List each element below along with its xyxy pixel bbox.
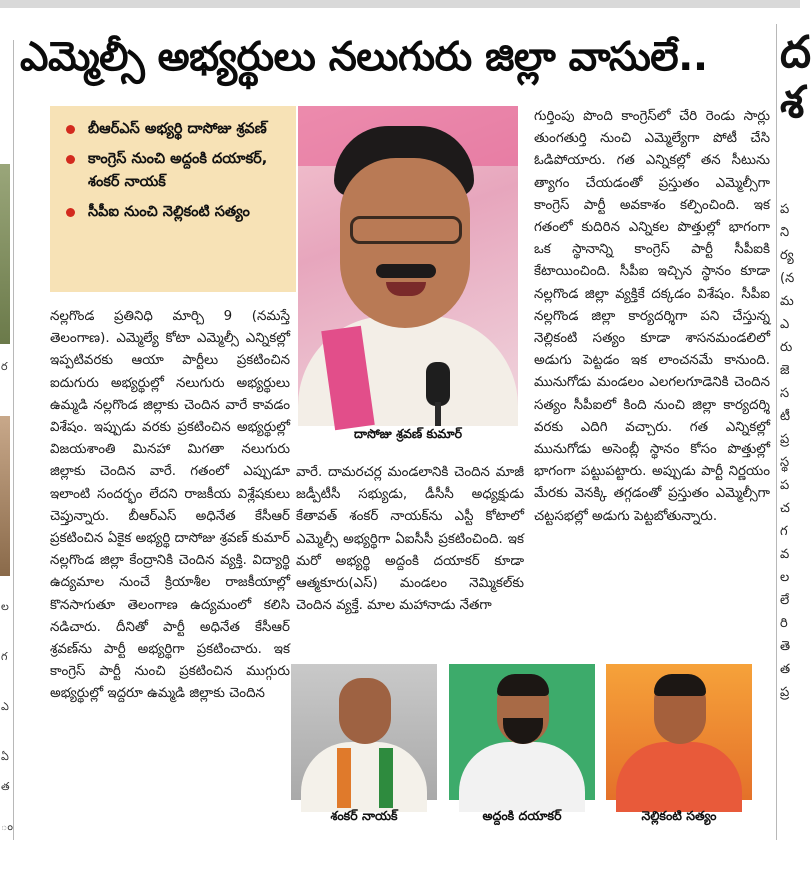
left-neighbour-strip — [0, 60, 12, 840]
highlight-text: బీఆర్ఎస్ అభ్యర్థి దాసోజు శ్రవణ్ — [88, 121, 267, 137]
nellikanti-satyam-caption: నెల్లికంటి సత్యం — [641, 808, 717, 823]
left-edge-char: ఏ — [1, 750, 9, 763]
addanki-dayakar-caption: అద్దంకి దయాకర్ — [482, 808, 562, 823]
article-column-2 — [296, 462, 524, 658]
right-edge-text: ప ని ర్య (న మ ఎ రు జె స టీ ప్ర స్థ ప చ గ వ ల లే రి తె త ప్ర — [780, 202, 795, 700]
left-edge-char: ర — [1, 360, 8, 373]
right-edge-headline-char: ద — [780, 27, 811, 78]
article-text: నల్లగొండ ప్రతినిధి మార్చి 9 (నమస్తే తెలంగాణ). ఎమ్మెల్యే కోటా ఎమ్మెల్సీ ఎన్నికల్లో ఇప్పటివరకు ఆయా పార్టీలు ప్రకటించిన ఐదుగురు అభ్యర్థుల్లో నలుగురు అభ్యర్థులు ఉమ్మడి నల్లగొండ జిల్లాకు చెందిన వారే కావడం విశేషం. ఇప్పుడు వరకు ప్రకటించిన అభ్యర్థుల్లో విజయశాంతి మినహా మిగతా నలుగురు జిల్లాకు చెందిన వారే. గతంలో ఎప్పుడూ ఇలాంటి సందర్భం లేదని రాజకీయ విశ్లేషకులు చెప్తున్నారు. బీఆర్ఎస్ అధినేత కేసీఆర్ ప్రకటించిన ఏకైక అభ్యర్థి దాసోజు శ్రవణ్ కుమార్ నల్లగొండ జిల్లా కేంద్రానికి చెందిన వ్యక్తి. విద్యార్థి ఉద్యమాల నుంచే క్రియాశీల రాజకీయాల్లో కొనసాగుతూ తెలంగాణ ఉద్యమంలో కలిసి నడిచారు. దీనితో పార్టీ అధినేత కేసీఆర్ శ్రవణ్‌ను పార్టీ అభ్యర్థిగా ప్రకటించారు. ఇక కాంగ్రెస్ పార్టీ నుంచి ప్రకటించిన ముగ్గురు అభ్యర్థుల్లో ఇద్దరూ ఉమ్మడి జిల్లాకు చెందిన — [50, 309, 290, 702]
main-portrait-photo — [298, 106, 518, 422]
right-edge-headline-char: శ — [780, 77, 805, 128]
nellikanti-satyam-photo — [606, 664, 752, 800]
addanki-dayakar-photo — [449, 664, 595, 800]
highlight-item — [64, 201, 288, 224]
highlights-box — [50, 106, 296, 292]
article-column-3 — [534, 106, 770, 646]
left-edge-char: ం — [1, 820, 13, 833]
left-edge-photo — [0, 164, 10, 344]
right-neighbour-strip — [780, 27, 811, 828]
left-edge-char: గ — [1, 650, 8, 663]
article-text: వారే. దామరచర్ల మండలానికి చెందిన మాజీ జడ్పీటీసీ సభ్యుడు, డీసీసీ అధ్యక్షుడు కేతావత్ శంకర్ నాయక్‌ను ఎస్టీ కోటాలో ఎమ్మెల్సీ అభ్యర్థిగా ఏఐసీసీ ప్రకటించింది. ఇక మరో అభ్యర్థి అద్దంకి దయాకర్ కూడా ఆత్మకూరు(ఎస్) మండలం నెమ్మికల్‌కు చెందిన వ్యక్తే. మాల మహానాడు నేతగా — [296, 465, 524, 614]
main-photo-caption: దాసోజు శ్రవణ్ కుమార్ — [353, 426, 463, 441]
highlight-text: సీపీఐ నుంచి నెల్లికంటి సత్యం — [88, 204, 250, 220]
left-edge-photo-2 — [0, 416, 10, 576]
article-text: గుర్తింపు పొంది కాంగ్రెస్‌లో చేరి రెండు సార్లు తుంగతుర్తి నుంచి ఎమ్మెల్యేగా పోటీ చేసి ఓడిపోయారు. గత ఎన్నికల్లో తన సీటును త్యాగం చేయడంతో ప్రస్తుతం ఎమ్మెల్సీగా కాంగ్రెస్ పార్టీ అవకాశం కల్పించింది. ఇక గతంలో కుదిరిన ఎన్నికల పొత్తుల్లో భాగంగా ఒక స్థానాన్ని కాంగ్రెస్ పార్టీ సీపీఐకి కేటాయించింది. సీపీఐ ఇచ్చిన స్థానం కూడా నల్లగొండ జిల్లా వ్యక్తికే దక్కడం విశేషం. సీపీఐ నల్లగొండ జిల్లా కార్యదర్శిగా పని చేస్తున్న నెల్లికంటి సత్యం కూడా శాసనమండలిలో అడుగు పెట్టడం ఇక లాంచనమే కానుంది. మునుగోడు మండలం ఎలగలగూడెనికి చెందిన సత్యం సీపీఐలో కింది నుంచి జిల్లా కార్యదర్శి వరకు ఎదిగి వచ్చారు. గత ఎన్నికల్లో మునుగోడు అసెంబ్లీ స్థానం కోసం పొత్తుల్లో భాగంగా పట్టుపట్టారు. అప్పుడు పార్టీ నిర్ణయం మేరకు వెనక్కి తగ్గడంతో ప్రస్తుతం ఎమ్మెల్సీగా చట్టసభల్లో అడుగు పెట్టబోతున్నారు. — [534, 109, 770, 524]
highlight-text: కాంగ్రెస్ నుంచి అద్దంకి దయాకర్, శంకర్ నాయక్ — [88, 151, 268, 190]
bullet-icon — [66, 125, 75, 134]
left-column-rule — [13, 40, 14, 840]
shankar-nayak-photo — [291, 664, 437, 800]
highlight-item — [64, 148, 288, 194]
shankar-nayak-caption: శంకర్ నాయక్ — [330, 808, 398, 823]
right-column-rule — [776, 24, 777, 840]
left-edge-char: ల — [1, 600, 9, 613]
bullet-icon — [66, 208, 75, 217]
bullet-icon — [66, 155, 75, 164]
page-top-bar — [0, 0, 800, 8]
highlight-item — [64, 118, 288, 141]
left-edge-char: త — [1, 780, 10, 793]
article-column-1 — [50, 306, 290, 824]
left-edge-char: ఎ — [1, 700, 9, 713]
headline: ఎమ్మెల్సీ అభ్యర్థులు నలుగురు జిల్లా వాసులే.. — [20, 34, 708, 80]
